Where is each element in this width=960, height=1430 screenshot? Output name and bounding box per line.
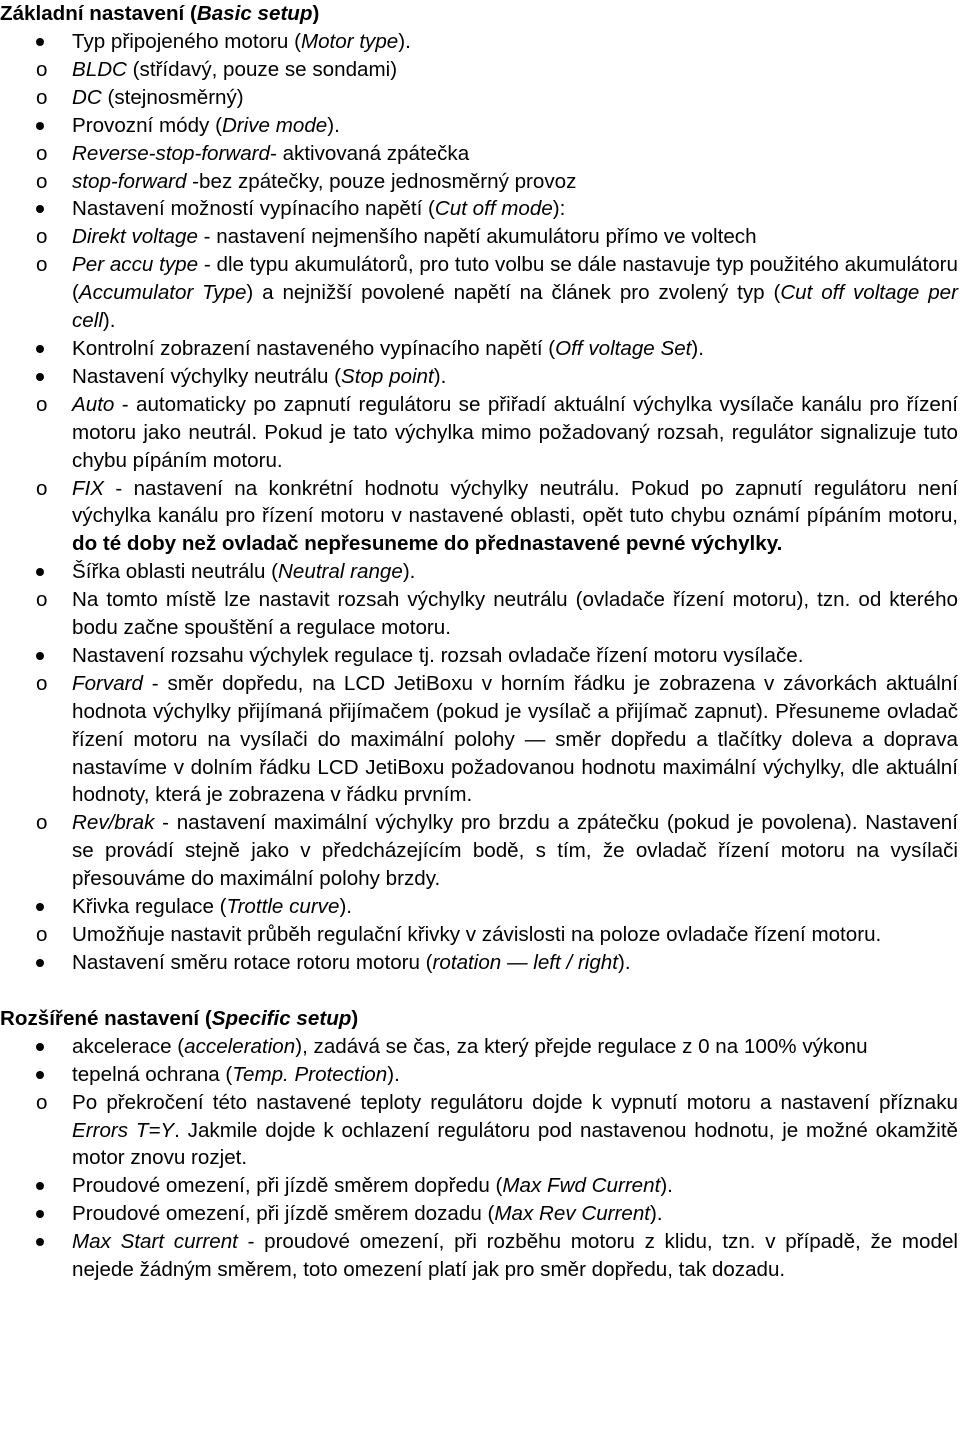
- list-item: Typ připojeného motoru (Motor type). o BLDC (střídavý, pouze se sondami) o DC (stejnosměrný): [0, 28, 960, 112]
- sub-list-item: o Auto - automaticky po zapnutí regulátoru se přiřadí aktuální výchylka vysílače kanálu pro řízení motoru jako neutrál. Pokud je tato výchylka mimo požadovaný rozsah, regulátor signalizuje tuto chybu pípáním motoru.: [0, 391, 958, 475]
- list-item: tepelná ochrana (Temp. Protection). o Po překročení této nastavené teploty regulátoru dojde k vypnutí motoru a nastavení příznaku Errors T=Y. Jakmile dojde k ochlazení regulátoru pod nastavenou hodnotu, je možné okamžitě motor znovu rozjet.: [0, 1061, 960, 1173]
- sub-list-item: o Po překročení této nastavené teploty regulátoru dojde k vypnutí motoru a nastavení příznaku Errors T=Y. Jakmile dojde k ochlazení regulátoru pod nastavenou hodnotu, je možné okamžitě motor znovu rozjet.: [0, 1089, 958, 1173]
- list-item: Proudové omezení, při jízdě směrem dopředu (Max Fwd Current).: [0, 1172, 960, 1200]
- sub-list: [72, 670, 958, 893]
- list-item: Kontrolní zobrazení nastaveného vypínacího napětí (Off voltage Set).: [0, 335, 960, 363]
- sub-list-item: o Umožňuje nastavit průběh regulační křivky v závislosti na poloze ovladače řízení motoru.: [0, 921, 958, 949]
- sub-list-item: o BLDC (střídavý, pouze se sondami): [0, 56, 958, 84]
- sub-list-item: o Rev/brak - nastavení maximální výchylky pro brzdu a zpátečku (pokud je povolena). Nastavení se provádí stejně jako v předcházejícím bodě, s tím, že ovladač řízení motoru na vysílači přesouváme do maximální polohy brzdy.: [0, 809, 958, 893]
- sub-list-item: o stop-forward -bez zpátečky, pouze jednosměrný provoz: [0, 168, 958, 196]
- list-item: Nastavení možností vypínacího napětí (Cut off mode): o Direkt voltage - nastavení nejmenšího napětí akumulátoru přímo ve voltech o Per accu type - dle typu akumulátorů, pro tuto volbu se dále nastavuje typ použitého akumulátoru (Accumulator Type) a nejnižší povolené napětí na článek pro zvolený typ (Cut off voltage per cell).: [0, 195, 960, 335]
- sub-list-item: o DC (stejnosměrný): [0, 84, 958, 112]
- sub-list: [72, 921, 958, 949]
- list-item: Proudové omezení, při jízdě směrem dozadu (Max Rev Current).: [0, 1200, 960, 1228]
- sub-list-item: o Na tomto místě lze nastavit rozsah výchylky neutrálu (ovladače řízení motoru), tzn. od kterého bodu začne spouštění a regulace motoru.: [0, 586, 958, 642]
- section-heading-basic: Základní nastavení (Basic setup): [0, 2, 320, 25]
- sub-list: [72, 223, 958, 335]
- sub-list-item: o Reverse-stop-forward- aktivovaná zpátečka: [0, 140, 958, 168]
- list-item: Nastavení výchylky neutrálu (Stop point). o Auto - automaticky po zapnutí regulátoru se přiřadí aktuální výchylka vysílače kanálu pro řízení motoru jako neutrál. Pokud je tato výchylka mimo požadovaný rozsah, regulátor signalizuje tuto chybu pípáním motoru. o FIX - nastavení na konkrétní hodnotu výchylky neutrálu. Pokud po zapnutí regulátoru není výchylka kanálu pro řízení motoru v nastavené oblasti, opět tuto chybu oznámí pípáním motoru, do té doby než ovladač nepřesuneme do přednastavené pevné výchylky.: [0, 363, 960, 558]
- sub-list: [72, 391, 958, 558]
- sub-list: [72, 586, 958, 642]
- basic-setup-list: [0, 28, 960, 977]
- sub-list-item: o FIX - nastavení na konkrétní hodnotu výchylky neutrálu. Pokud po zapnutí regulátoru není výchylka kanálu pro řízení motoru v nastavené oblasti, opět tuto chybu oznámí pípáním motoru, do té doby než ovladač nepřesuneme do přednastavené pevné výchylky.: [0, 475, 958, 559]
- sub-list: [72, 56, 958, 112]
- list-item: Nastavení rozsahu výchylek regulace tj. rozsah ovladače řízení motoru vysílače. o Forvard - směr dopředu, na LCD JetiBoxu v horním řádku je zobrazena v závorkách aktuální hodnota výchylky přijímaná přijímačem (pokud je vysílač a přijímač zapnut). Přesuneme ovladač řízení motoru na vysílači do maximální polohy — směr dopředu a tlačítky doleva a doprava nastavíme v dolním řádku LCD JetiBoxu požadovanou hodnotu maximální výchylky, dle aktuální hodnoty, která je zobrazena v řádku prvním. o Rev/brak - nastavení maximální výchylky pro brzdu a zpátečku (pokud je povolena). Nastavení se provádí stejně jako v předcházejícím bodě, s tím, že ovladač řízení motoru na vysílači přesouváme do maximální polohy brzdy.: [0, 642, 960, 893]
- list-item: Provozní módy (Drive mode). o Reverse-stop-forward- aktivovaná zpátečka o stop-forward -bez zpátečky, pouze jednosměrný provoz: [0, 112, 960, 196]
- list-item: Nastavení směru rotace rotoru motoru (rotation — left / right).: [0, 949, 960, 977]
- sub-list-item: o Forvard - směr dopředu, na LCD JetiBoxu v horním řádku je zobrazena v závorkách aktuální hodnota výchylky přijímaná přijímačem (pokud je vysílač a přijímač zapnut). Přesuneme ovladač řízení motoru na vysílači do maximální polohy — směr dopředu a tlačítky doleva a doprava nastavíme v dolním řádku LCD JetiBoxu požadovanou hodnotu maximální výchylky, dle aktuální hodnoty, která je zobrazena v řádku prvním.: [0, 670, 958, 810]
- specific-setup-list: [0, 1033, 960, 1284]
- list-item: Max Start current - proudové omezení, při rozběhu motoru z klidu, tzn. v případě, že model nejede žádným směrem, toto omezení platí jak pro směr dopředu, tak dozadu.: [0, 1228, 960, 1284]
- list-item: Křivka regulace (Trottle curve). o Umožňuje nastavit průběh regulační křivky v závislosti na poloze ovladače řízení motoru.: [0, 893, 960, 949]
- sub-list: [72, 140, 958, 196]
- section-heading-specific: Rozšířené nastavení (Specific setup): [0, 1006, 359, 1030]
- list-item: Šířka oblasti neutrálu (Neutral range). o Na tomto místě lze nastavit rozsah výchylky neutrálu (ovladače řízení motoru), tzn. od kterého bodu začne spouštění a regulace motoru.: [0, 558, 960, 642]
- sub-list: [72, 1089, 958, 1173]
- sub-list-item: o Direkt voltage - nastavení nejmenšího napětí akumulátoru přímo ve voltech: [0, 223, 958, 251]
- sub-list-item: o Per accu type - dle typu akumulátorů, pro tuto volbu se dále nastavuje typ použitého akumulátoru (Accumulator Type) a nejnižší povolené napětí na článek pro zvolený typ (Cut off voltage per cell).: [0, 251, 958, 335]
- list-item: akcelerace (acceleration), zadává se čas, za který přejde regulace z 0 na 100% výkonu: [0, 1033, 960, 1061]
